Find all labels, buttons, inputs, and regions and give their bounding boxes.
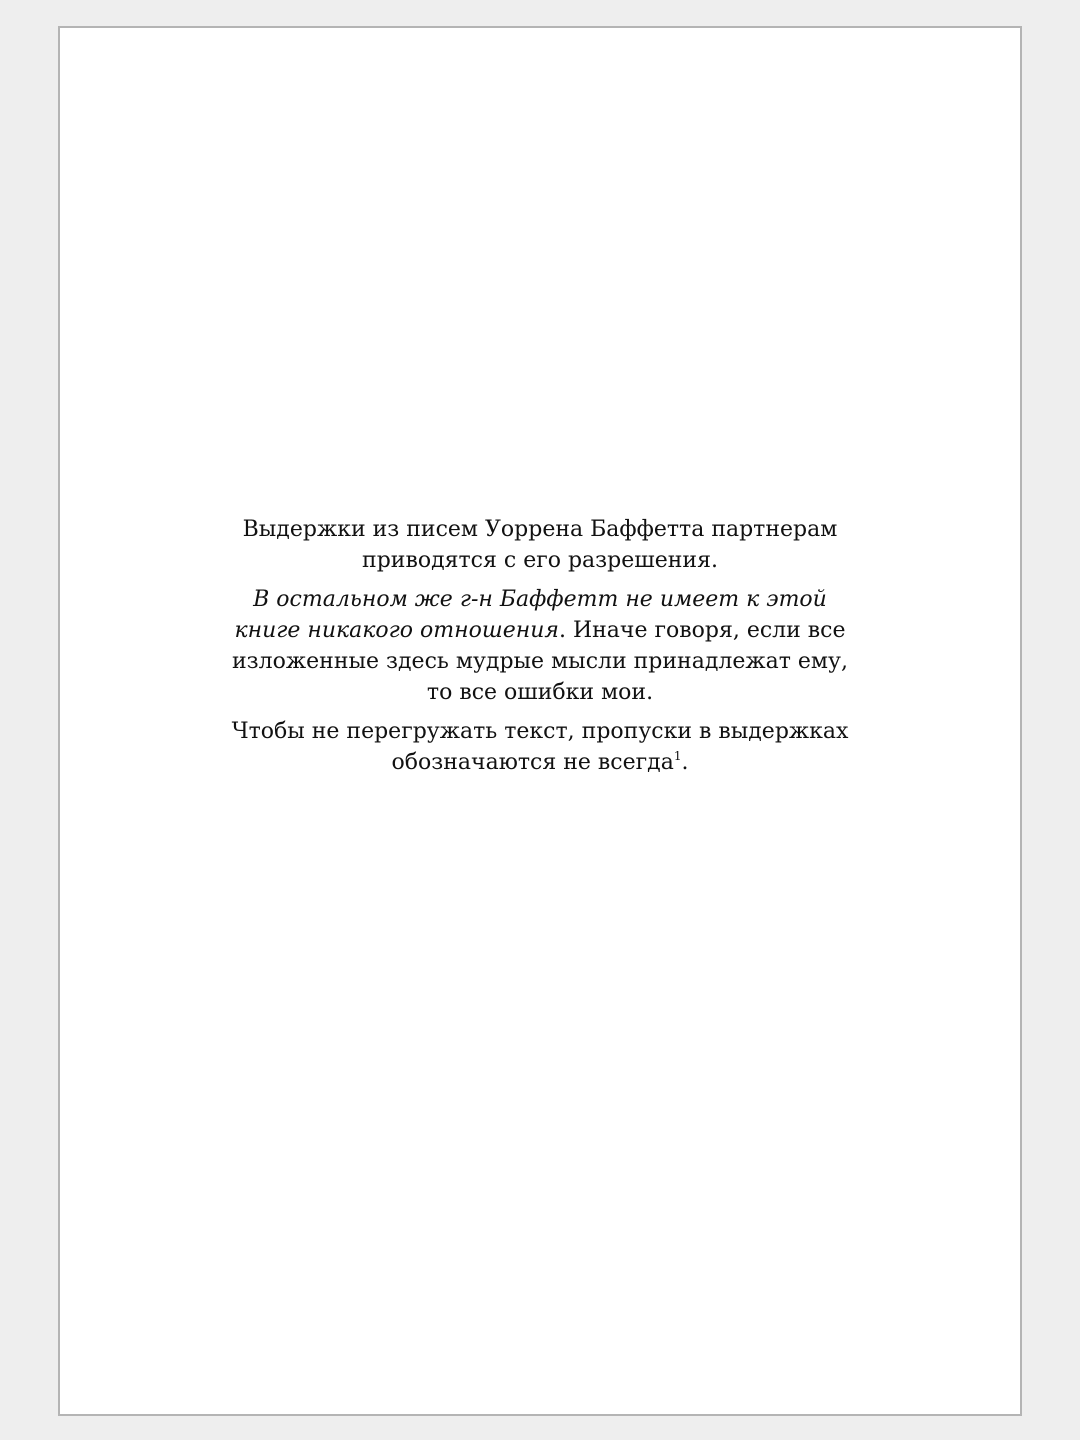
disclaimer-line-2 xyxy=(60,615,1020,646)
disclaimer-line-4: то все ошибки мои. xyxy=(426,680,654,705)
disclaimer-line-2-italic: книге никакого отношения xyxy=(234,618,559,643)
footnote-marker[interactable]: 1 xyxy=(673,749,682,763)
permission-line-1: Выдержки из писем Уоррена Баффетта партнерам xyxy=(242,517,838,542)
disclaimer-line-1-italic: В остальном же г-н Баффетт не имеет к этой xyxy=(253,587,827,612)
disclaimer-paragraph xyxy=(60,584,1020,708)
omissions-line-2 xyxy=(60,747,1020,778)
permission-paragraph xyxy=(60,514,1020,576)
omissions-line-2-end: . xyxy=(681,750,689,775)
disclaimer-line-2-rest: . Иначе говоря, если все xyxy=(558,618,846,643)
permission-line-2: приводятся с его разрешения. xyxy=(362,548,718,573)
omissions-paragraph xyxy=(60,716,1020,778)
document-page xyxy=(58,26,1022,1416)
omissions-line-2-text: обозначаются не всегда xyxy=(391,750,674,775)
omissions-line-1: Чтобы не перегружать текст, пропуски в выдержках xyxy=(231,719,849,744)
disclaimer-text-block xyxy=(60,514,1020,786)
disclaimer-line-3: изложенные здесь мудрые мысли принадлежат ему, xyxy=(232,649,848,674)
